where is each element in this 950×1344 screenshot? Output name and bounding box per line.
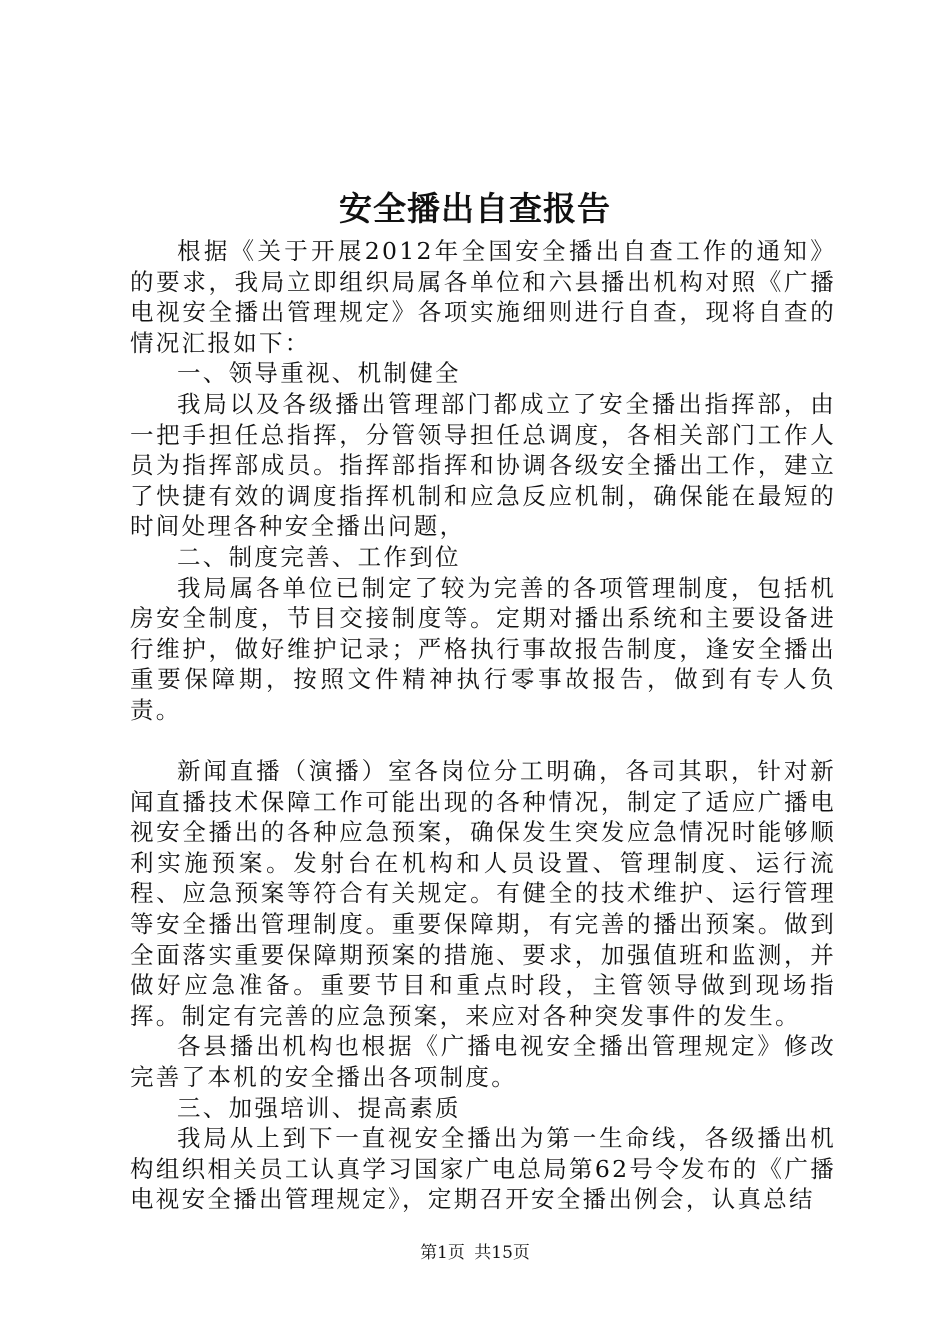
page-footer [0,1242,950,1264]
section-3-paragraph: 我局从上到下一直视安全播出为第一生命线，各级播出机构组织相关员工认真学习国家广电总局第62号令发布的《广播电视安全播出管理规定》，定期召开安全播出例会，认真总结 [130,1124,836,1214]
section-2-paragraph-1: 我局属各单位已制定了较为完善的各项管理制度，包括机房安全制度，节目交接制度等。定期对播出系统和主要设备进行维护，做好维护记录；严格执行事故报告制度，逢安全播出重要保障期，按照文件精神执行零事故报告，做到有专人负责。 [130,573,836,724]
section-1-paragraph: 我局以及各级播出管理部门都成立了安全播出指挥部，由一把手担任总指挥，分管领导担任总调度，各相关部门工作人员为指挥部成员。指挥部指挥和协调各级安全播出工作，建立了快捷有效的调度指挥机制和应急反应机制，确保能在最短的时间处理各种安全播出问题， [130,389,836,541]
document-body [130,236,836,1215]
page-number: 第1页 [420,1243,465,1263]
section-heading-1: 一、领导重视、机制健全 [177,359,461,388]
section-2-paragraph-2: 新闻直播（演播）室各岗位分工明确，各司其职，针对新闻直播技术保障工作可能出现的各种情况，制定了适应广播电视安全播出的各种应急预案，确保发生突发应急情况时能够顺利实施预案。发射台在机构和人员设置、管理制度、运行流程、应急预案等符合有关规定。有健全的技术维护、运行管理等安全播出管理制度。重要保障期，有完善的播出预案。做到全面落实重要保障期预案的措施、要求，加强值班和监测，并做好应急准备。重要节目和重点时段，主管领导做到现场指挥。制定有完善的应急预案，来应对各种突发事件的发生。 [130,757,836,1030]
page-total: 共15页 [474,1243,530,1263]
section-heading-3: 三、加强培训、提高素质 [177,1093,461,1122]
section-heading-2: 二、制度完善、工作到位 [177,542,461,571]
paragraph-spacer [130,726,836,757]
intro-paragraph: 根据《关于开展2012年全国安全播出自查工作的通知》的要求，我局立即组织局属各单位和六县播出机构对照《广播电视安全播出管理规定》各项实施细则进行自查，现将自查的情况汇报如下： [130,237,836,357]
document-title: 安全播出自查报告 [339,189,611,228]
section-2-paragraph-3: 各县播出机构也根据《广播电视安全播出管理规定》修改完善了本机的安全播出各项制度。 [130,1032,836,1092]
